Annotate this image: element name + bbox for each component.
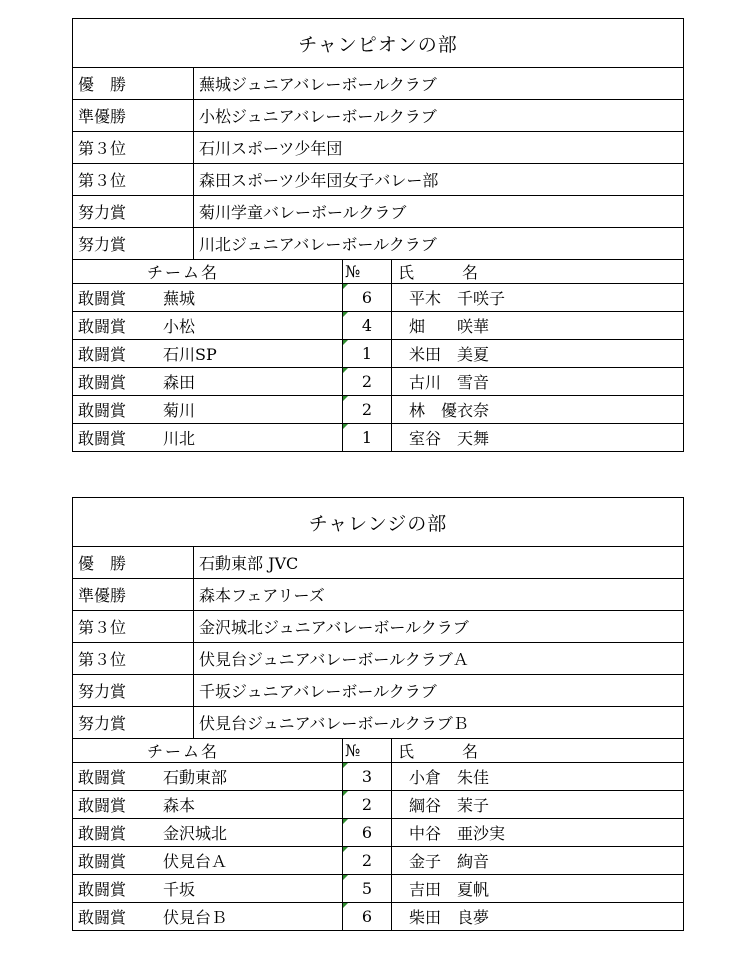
fighting-team: 川北 — [163, 429, 196, 448]
fighting-no-value: 2 — [361, 400, 373, 419]
fighting-award: 敢闘賞 — [78, 401, 127, 420]
award-team: 蕪城ジュニアバレーボールクラブ — [199, 75, 437, 94]
fighting-no-value: 4 — [361, 316, 373, 335]
fighting-row — [72, 424, 684, 452]
award-row — [72, 579, 684, 611]
fighting-team: 石動東部 — [163, 768, 228, 787]
fighting-player: 畑 咲華 — [409, 317, 490, 336]
header-award-cell — [73, 260, 145, 283]
fighting-no-value: 2 — [361, 795, 373, 814]
fighting-player: 金子 絢音 — [409, 852, 490, 871]
fighting-row — [72, 368, 684, 396]
fighting-no — [342, 903, 392, 930]
award-row — [72, 68, 684, 100]
award-row — [72, 196, 684, 228]
header-name: 氏 名 — [398, 742, 479, 761]
cell-note-marker — [343, 312, 348, 317]
award-team: 菊川学童バレーボールクラブ — [199, 203, 407, 222]
fighting-row — [72, 284, 684, 312]
fighting-team: 小松 — [163, 317, 196, 336]
award-row — [72, 707, 684, 739]
fighting-row — [72, 763, 684, 791]
fighting-row — [72, 340, 684, 368]
fighting-player: 吉田 夏帆 — [409, 880, 490, 899]
challenge-section — [72, 497, 684, 931]
fighting-no-value: 1 — [361, 344, 373, 363]
fighting-award: 敢闘賞 — [78, 373, 127, 392]
fighting-no — [342, 763, 392, 790]
award-row — [72, 675, 684, 707]
cell-note-marker — [343, 340, 348, 345]
award-label: 努力賞 — [73, 675, 194, 706]
fighting-no — [342, 875, 392, 902]
award-team: 千坂ジュニアバレーボールクラブ — [199, 682, 437, 701]
header-name: 氏 名 — [398, 263, 479, 282]
cell-note-marker — [343, 819, 348, 824]
fighting-team: 森本 — [163, 796, 196, 815]
award-row — [72, 643, 684, 675]
header-team: チーム名 — [147, 742, 220, 761]
fighting-no — [342, 847, 392, 874]
award-team: 石動東部 JVC — [199, 554, 299, 573]
award-row — [72, 132, 684, 164]
fighting-header — [72, 260, 684, 284]
award-row — [72, 611, 684, 643]
fighting-player: 林 優衣奈 — [409, 401, 490, 420]
award-label: 第３位 — [73, 164, 194, 195]
fighting-team: 石川SP — [163, 345, 217, 364]
award-label: 第３位 — [73, 611, 194, 642]
fighting-no — [342, 424, 392, 451]
fighting-award: 敢闘賞 — [78, 796, 127, 815]
award-row — [72, 100, 684, 132]
fighting-player: 柴田 良夢 — [409, 908, 490, 927]
fighting-row — [72, 903, 684, 931]
fighting-row — [72, 847, 684, 875]
fighting-award: 敢闘賞 — [78, 429, 127, 448]
award-team: 小松ジュニアバレーボールクラブ — [199, 107, 437, 126]
fighting-award: 敢闘賞 — [78, 852, 127, 871]
fighting-no-value: 5 — [361, 879, 373, 898]
fighting-player: 室谷 天舞 — [409, 429, 490, 448]
fighting-player: 米田 美夏 — [409, 345, 490, 364]
header-no: № — [342, 260, 392, 283]
award-row — [72, 164, 684, 196]
fighting-no-value: 3 — [361, 767, 373, 786]
award-label: 努力賞 — [73, 228, 194, 259]
fighting-no-value: 2 — [361, 372, 373, 391]
cell-note-marker — [343, 368, 348, 373]
champion-section — [72, 18, 684, 452]
fighting-row — [72, 875, 684, 903]
award-label: 優 勝 — [73, 547, 194, 578]
fighting-team: 菊川 — [163, 401, 196, 420]
fighting-no-value: 6 — [361, 823, 373, 842]
award-team: 森本フェアリーズ — [199, 586, 325, 605]
award-label: 努力賞 — [73, 196, 194, 227]
fighting-no — [342, 284, 392, 311]
fighting-row — [72, 819, 684, 847]
fighting-no — [342, 340, 392, 367]
fighting-no-value: 6 — [361, 907, 373, 926]
fighting-team: 伏見台Ｂ — [163, 908, 228, 927]
fighting-player: 綱谷 茉子 — [409, 796, 490, 815]
fighting-no — [342, 819, 392, 846]
award-team: 石川スポーツ少年団 — [199, 139, 343, 158]
award-label: 努力賞 — [73, 707, 194, 738]
cell-note-marker — [343, 396, 348, 401]
fighting-row — [72, 396, 684, 424]
fighting-no — [342, 396, 392, 423]
fighting-award: 敢闘賞 — [78, 289, 127, 308]
fighting-award: 敢闘賞 — [78, 880, 127, 899]
section-title: チャンピオンの部 — [72, 18, 684, 68]
fighting-no-value: 6 — [361, 288, 373, 307]
fighting-header — [72, 739, 684, 763]
cell-note-marker — [343, 284, 348, 289]
award-team: 金沢城北ジュニアバレーボールクラブ — [199, 618, 469, 637]
fighting-award: 敢闘賞 — [78, 317, 127, 336]
award-row — [72, 547, 684, 579]
fighting-award: 敢闘賞 — [78, 824, 127, 843]
award-label: 第３位 — [73, 132, 194, 163]
award-row — [72, 228, 684, 260]
fighting-team: 森田 — [163, 373, 196, 392]
fighting-player: 小倉 朱佳 — [409, 768, 490, 787]
header-no: № — [342, 739, 392, 762]
cell-note-marker — [343, 763, 348, 768]
award-team: 森田スポーツ少年団女子バレー部 — [199, 171, 439, 190]
fighting-player: 中谷 亜沙実 — [409, 824, 506, 843]
cell-note-marker — [343, 875, 348, 880]
award-label: 準優勝 — [73, 579, 194, 610]
section-title: チャレンジの部 — [72, 497, 684, 547]
fighting-team: 伏見台Ａ — [163, 852, 228, 871]
cell-note-marker — [343, 424, 348, 429]
award-team: 伏見台ジュニアバレーボールクラブＡ — [199, 650, 469, 669]
fighting-no — [342, 312, 392, 339]
award-label: 第３位 — [73, 643, 194, 674]
fighting-award: 敢闘賞 — [78, 345, 127, 364]
award-team: 伏見台ジュニアバレーボールクラブＢ — [199, 714, 469, 733]
header-award-cell — [73, 739, 145, 762]
fighting-no — [342, 368, 392, 395]
cell-note-marker — [343, 791, 348, 796]
fighting-award: 敢闘賞 — [78, 768, 127, 787]
cell-note-marker — [343, 903, 348, 908]
award-label: 優 勝 — [73, 68, 194, 99]
fighting-team: 蕪城 — [163, 289, 196, 308]
fighting-no-value: 1 — [361, 428, 373, 447]
award-label: 準優勝 — [73, 100, 194, 131]
fighting-player: 平木 千咲子 — [409, 289, 506, 308]
fighting-player: 古川 雪音 — [409, 373, 490, 392]
award-team: 川北ジュニアバレーボールクラブ — [199, 235, 437, 254]
fighting-team: 金沢城北 — [163, 824, 228, 843]
fighting-award: 敢闘賞 — [78, 908, 127, 927]
header-team: チーム名 — [147, 263, 220, 282]
cell-note-marker — [343, 847, 348, 852]
fighting-team: 千坂 — [163, 880, 196, 899]
fighting-row — [72, 791, 684, 819]
fighting-no-value: 2 — [361, 851, 373, 870]
fighting-no — [342, 791, 392, 818]
fighting-row — [72, 312, 684, 340]
